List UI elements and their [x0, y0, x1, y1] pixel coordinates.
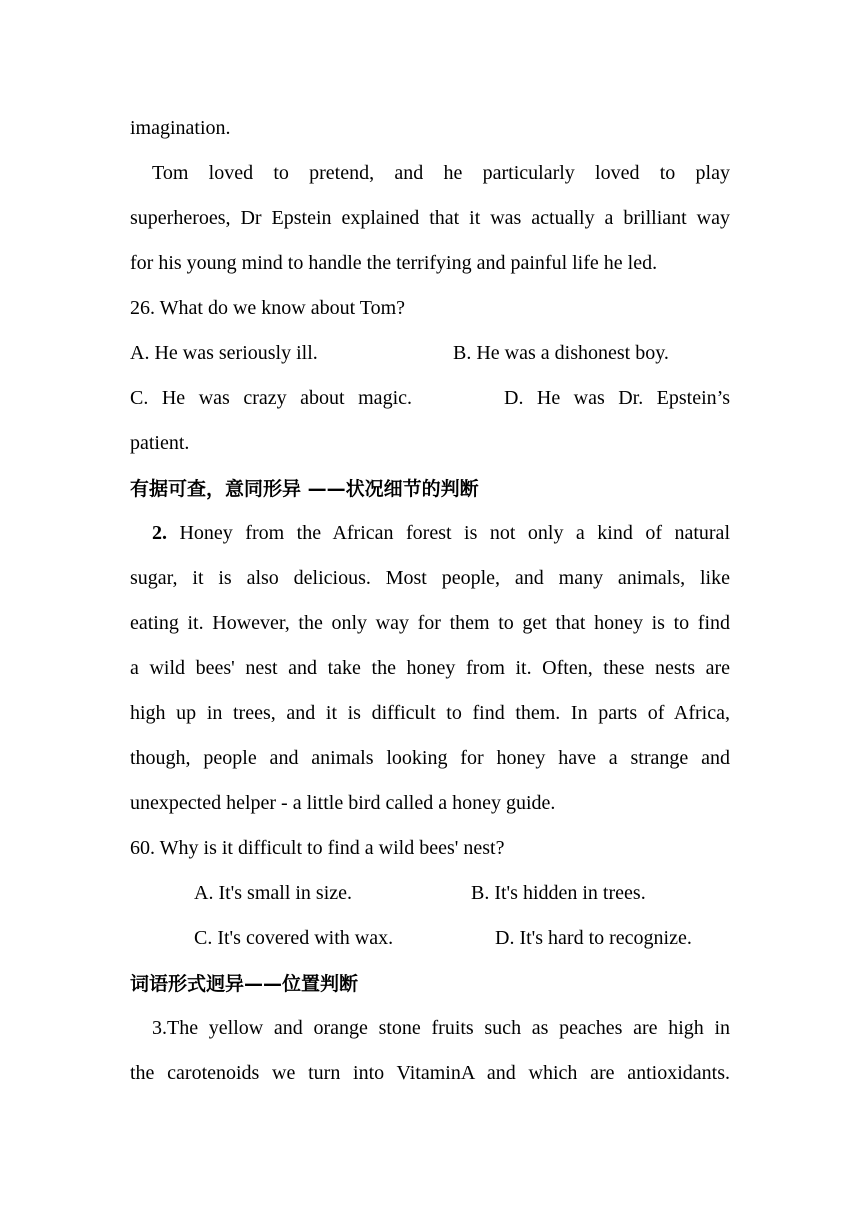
passage2-line1-text: Honey from the African forest is not only a kind of natural [167, 522, 730, 544]
question60-option-d: D. It's hard to recognize. [495, 927, 692, 949]
section-heading-2: 词语形式迥异——位置判断 [130, 973, 359, 995]
question26-option-d-cont: patient. [130, 432, 190, 454]
passage1-line4: for his young mind to handle the terrifying and painful life he led. [130, 252, 658, 274]
question60-option-c: C. It's covered with wax. [194, 927, 394, 949]
passage3-line1: 3.The yellow and orange stone fruits such as peaches are high in [152, 1017, 730, 1039]
question60-option-a: A. It's small in size. [194, 882, 353, 904]
passage1-line1: imagination. [130, 117, 231, 139]
passage2-line7: unexpected helper - a little bird called a honey guide. [130, 792, 556, 814]
passage2-line2: sugar, it is also delicious. Most people, and many animals, like [130, 567, 730, 589]
passage2-line4: a wild bees' nest and take the honey from it. Often, these nests are [130, 657, 730, 679]
passage2-number: 2. [152, 522, 167, 544]
passage1-line3: superheroes, Dr Epstein explained that it was actually a brilliant way [130, 207, 730, 229]
question26-option-a: A. He was seriously ill. [130, 342, 318, 364]
question60-option-b: B. It's hidden in trees. [471, 882, 646, 904]
passage1-line2: Tom loved to pretend, and he particularly loved to play [152, 162, 730, 184]
question60-stem: 60. Why is it difficult to find a wild bees' nest? [130, 837, 505, 859]
passage3-line2: the carotenoids we turn into VitaminA and which are antioxidants. [130, 1062, 730, 1084]
passage2-line6: though, people and animals looking for honey have a strange and [130, 747, 730, 769]
question26-option-b: B. He was a dishonest boy. [453, 342, 669, 364]
passage2-line5: high up in trees, and it is difficult to find them. In parts of Africa, [130, 702, 730, 724]
section-heading-1: 有据可查，意同形异 ——状况细节的判断 [130, 478, 479, 500]
passage2-line1 [152, 520, 730, 546]
question26-option-d: D. He was Dr. Epstein’s [504, 387, 730, 409]
question26-option-c: C. He was crazy about magic. [130, 387, 412, 409]
passage2-line3: eating it. However, the only way for them to get that honey is to find [130, 612, 730, 634]
question26-stem: 26. What do we know about Tom? [130, 297, 406, 319]
